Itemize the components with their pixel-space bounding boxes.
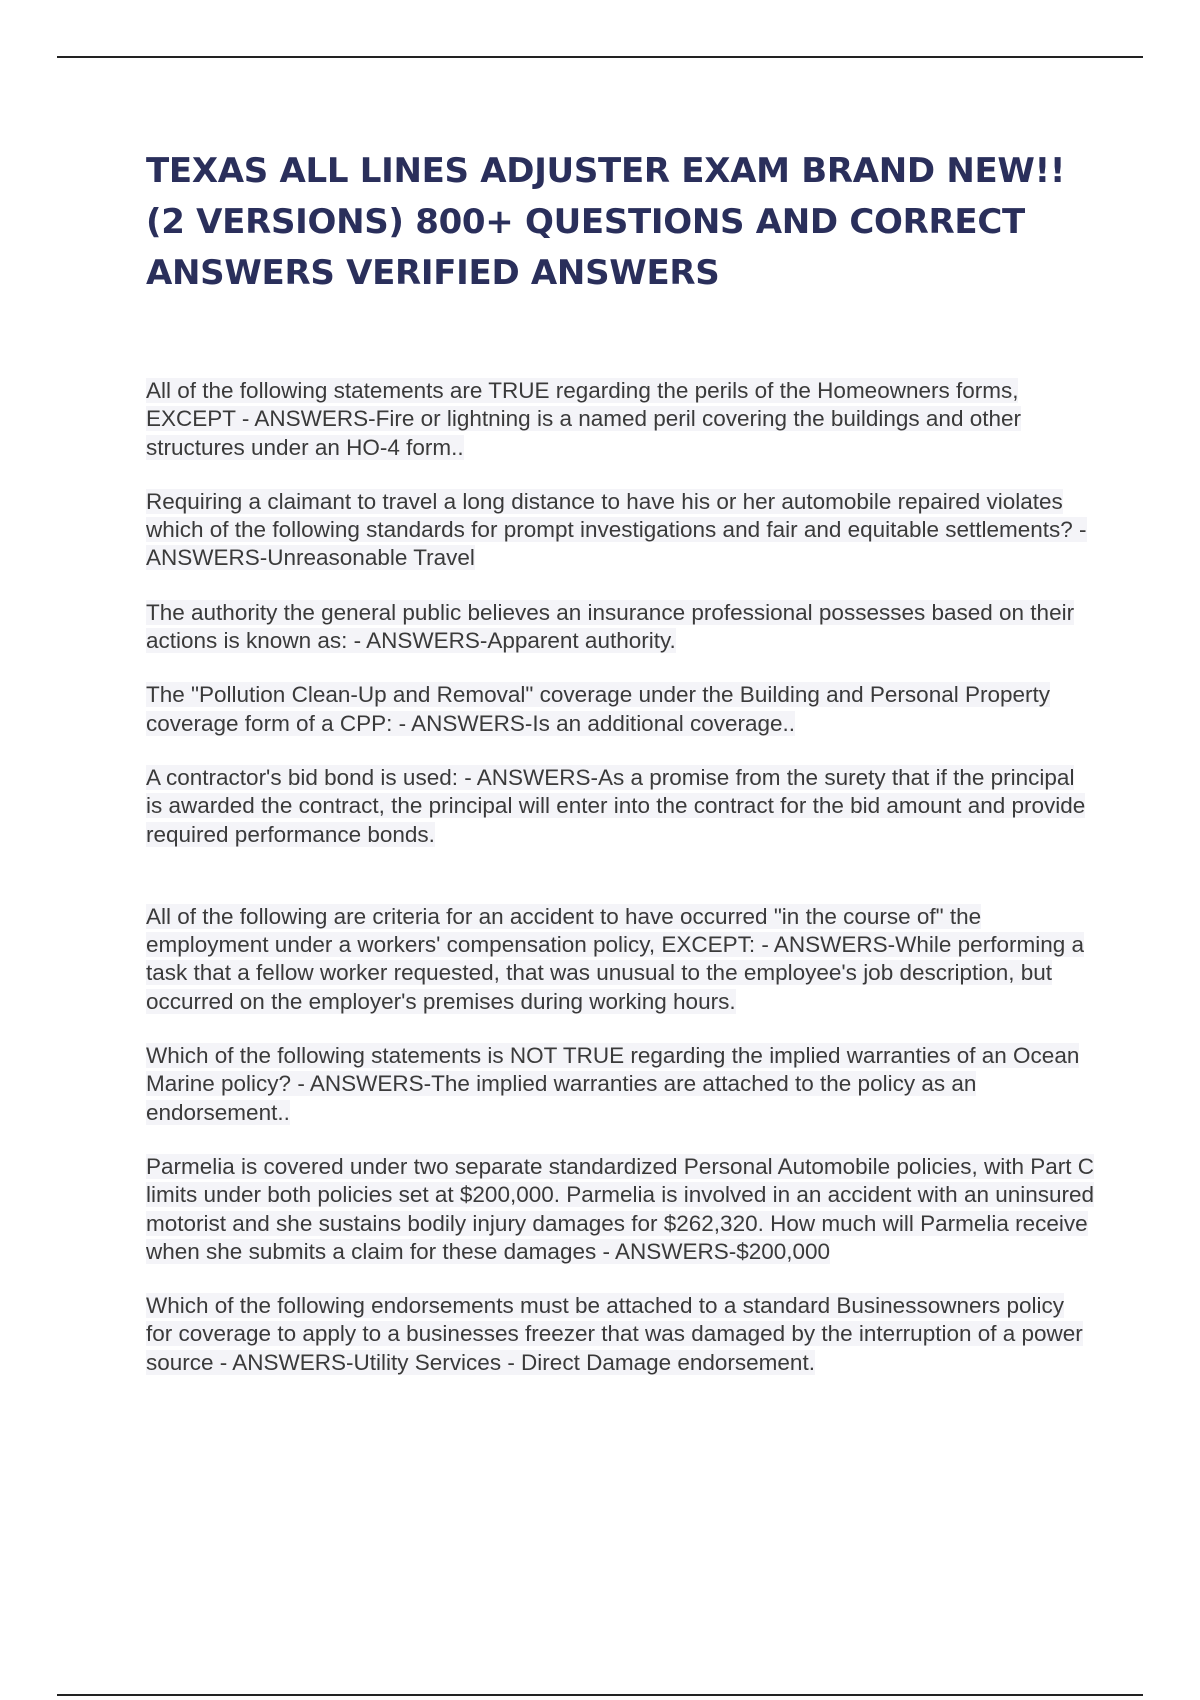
qa-item: [146, 1042, 1096, 1127]
qa-item: [146, 1153, 1096, 1266]
qa-item: [146, 681, 1096, 738]
document-title: TEXAS ALL LINES ADJUSTER EXAM BRAND NEW!! (2 VERSIONS) 800+ QUESTIONS AND CORRECT ANSWERS VERIFIED ANSWERS: [146, 151, 1066, 293]
qa-text: All of the following are criteria for an accident to have occurred "in the course of" the employment under a workers' compensation policy, EXCEPT: - ANSWERS-While performing a task that a fellow worker requested, that was unusual to the employee's job description, but occurred on the employer's premises during working hours.: [146, 903, 1084, 1014]
qa-item: [146, 764, 1096, 849]
qa-text: Requiring a claimant to travel a long distance to have his or her automobile repaired violates which of the following standards for prompt investigations and fair and equitable settlements? - ANSWERS-Unreasonable Travel: [146, 488, 1087, 571]
qa-text: Parmelia is covered under two separate standardized Personal Automobile policies, with Part C limits under both policies set at $200,000. Parmelia is involved in an accident with an uninsured motorist and she sustains bodily injury damages for $262,320. How much will Parmelia receive when she submits a claim for these damages - ANSWERS-$200,000: [146, 1153, 1095, 1264]
qa-text: Which of the following endorsements must be attached to a standard Businessowners policy for coverage to apply to a businesses freezer that was damaged by the interruption of a power source - ANSWERS-Utility Services - Direct Damage endorsement.: [146, 1293, 1083, 1375]
section-gap: [146, 875, 1096, 903]
qa-text: A contractor's bid bond is used: - ANSWERS-As a promise from the surety that if the principal is awarded the contract, the principal will enter into the contract for the bid amount and provide required performance bonds.: [146, 764, 1086, 847]
qa-item: [146, 903, 1096, 1016]
qa-list: [146, 377, 1096, 1403]
qa-item: [146, 1292, 1096, 1377]
qa-item: [146, 599, 1096, 656]
qa-text: All of the following statements are TRUE regarding the perils of the Homeowners forms, EXCEPT - ANSWERS-Fire or lightning is a named peril covering the buildings and other structures under an HO-4 form..: [146, 378, 1021, 460]
top-divider: [57, 56, 1143, 58]
qa-item: [146, 488, 1096, 573]
qa-text: The "Pollution Clean-Up and Removal" coverage under the Building and Personal Property coverage form of a CPP: - ANSWERS-Is an additional coverage..: [146, 682, 1050, 736]
qa-text: The authority the general public believes an insurance professional possesses based on their actions is known as: - ANSWERS-Apparent authority.: [146, 599, 1075, 654]
bottom-divider: [57, 1694, 1143, 1696]
qa-item: [146, 377, 1096, 462]
qa-text: Which of the following statements is NOT TRUE regarding the implied warranties of an Ocean Marine policy? - ANSWERS-The implied warranties are attached to the policy as an endorsement..: [146, 1043, 1080, 1125]
